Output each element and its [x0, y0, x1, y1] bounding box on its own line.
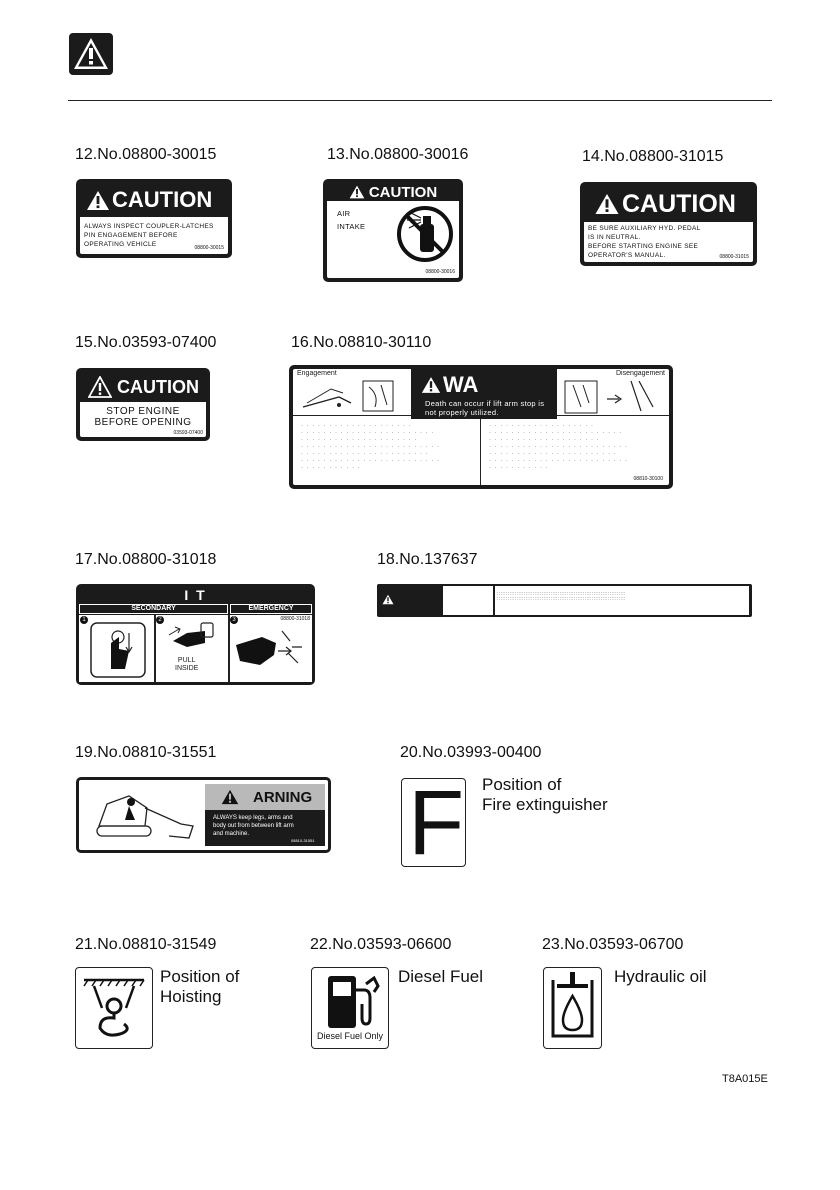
part-code: 08800-31018	[280, 616, 310, 622]
sign-caption: Diesel Fuel	[398, 967, 484, 986]
text-block-left: · · · · · · · · · · · · · · · · · · · · · · · · · · · · · · · · · · · · · · · · · · · · · · · · · · · · · · · · · · · · · · · · · · · · · · · · · · · · · · · · · · · · · · · · · · · · · · · · · · · · · · · · · · · · · · · · · · · · · · · · · · · · · · · · · · · · · · · · · · · · · · · · · · · · ·	[301, 423, 440, 471]
text-block-right: · · · · · · · · · · · · · · · · · · · · · · · · · · · · · · · · · · · · · · · · · · · · · · · · · · · · · · · · · · · · · · · · · · · · · · · · · · · · · · · · · · · · · · · · · · · · · · · · · · · · · · · · · · · · · · · · · · · · · · · · · · · · · · · · · · · · · · · · · · · · · · · · · · ·	[489, 423, 628, 471]
label-text: ALWAYS INSPECT COUPLER-LATCHES	[84, 223, 214, 230]
label-text: BE SURE AUXILIARY HYD. PEDAL	[588, 225, 701, 232]
label-text: BEFORE OPENING	[94, 417, 192, 428]
label-title: CAUTION	[112, 187, 213, 212]
warning-label-18	[377, 584, 752, 617]
exit-label-17	[76, 584, 315, 685]
step-number: 2	[156, 616, 164, 624]
caption-line: Position of	[160, 967, 240, 986]
label-text: PIN ENGAGEMENT BEFORE	[84, 232, 178, 239]
steps-panel	[79, 615, 312, 682]
label-title: CAUTION	[622, 189, 736, 218]
pull-text	[175, 657, 198, 673]
step-number: 3	[230, 616, 238, 624]
label-text: BEFORE STARTING ENGINE SEE	[588, 243, 699, 250]
disengagement-panel	[557, 369, 669, 415]
pull-text-line: PULL	[177, 657, 196, 664]
no-spray-icon	[395, 204, 455, 264]
label-title: CAUTION	[368, 183, 438, 201]
header-rule	[68, 100, 772, 101]
part-code: 08810-30100	[633, 476, 663, 482]
caption-line: Hoisting	[160, 987, 222, 1006]
pull-text-line: INSIDE	[175, 665, 199, 672]
lift-arm-engagement-illustration	[299, 377, 407, 415]
label-number: 12.No.08800-30015	[75, 146, 217, 163]
hoisting-hook-icon	[80, 972, 148, 1042]
label-text: STOP ENGINE	[106, 406, 180, 417]
caption-line: Fire extinguisher	[482, 795, 608, 814]
label-number: 16.No.08810-30110	[291, 334, 432, 351]
part-code: 08800-31015	[719, 254, 749, 260]
warning-label-19	[76, 777, 331, 853]
label-number: 22.No.03593-06600	[310, 936, 452, 953]
caution-label-12	[76, 179, 232, 258]
label-number: 19.No.08810-31551	[75, 744, 217, 761]
section-header: EMERGENCY	[230, 604, 312, 614]
label-text: OPERATING VEHICLE	[84, 241, 157, 248]
text-block: :::::::::::::::::::::::::::::::::::::::::::::::::::::::::::::::::::::::: ::::::::::::::::::::::::::::::::::::::::::::::::::::::::::::::::::::::::	[497, 592, 626, 602]
warning-triangle-icon	[221, 789, 239, 805]
caption-line: Position of	[482, 775, 562, 794]
diesel-fuel-sign	[311, 967, 389, 1049]
part-code: 08800-30015	[194, 245, 224, 251]
skid-steer-illustration	[85, 786, 201, 846]
label-text: AIR	[337, 209, 351, 218]
warning-triangle-icon	[421, 376, 441, 394]
break-window-icon	[232, 625, 308, 677]
fuel-pump-icon	[322, 974, 382, 1030]
label-title: WA	[443, 372, 479, 397]
panel-caption: Disengagement	[615, 370, 665, 377]
step-number: 1	[80, 616, 88, 624]
warning-triangle-icon	[594, 193, 620, 215]
sign-caption: Hydraulic oil	[614, 967, 707, 986]
label-text: body out from between lift arm	[213, 823, 294, 829]
hoisting-sign	[75, 967, 153, 1049]
hydraulic-oil-sign	[543, 967, 602, 1049]
letter-f: F	[408, 772, 465, 874]
warning-label-16	[289, 365, 673, 489]
caution-label-15	[76, 368, 210, 441]
label-title: ARNING	[253, 788, 313, 806]
label-number: 15.No.03593-07400	[75, 334, 217, 351]
part-code: 08800-30016	[425, 269, 455, 275]
sign-subtext: Diesel Fuel Only	[316, 1031, 384, 1041]
label-number: 17.No.08800-31018	[75, 551, 217, 568]
warning-banner	[205, 784, 325, 810]
label-title: CAUTION	[117, 376, 199, 397]
warning-banner	[411, 369, 557, 419]
sign-caption	[482, 775, 608, 815]
lift-arm-disengagement-illustration	[561, 377, 665, 415]
label-number: 21.No.08810-31549	[75, 936, 217, 953]
sign-caption	[160, 967, 239, 1007]
label-number: 20.No.03993-00400	[400, 744, 542, 761]
label-number: 18.No.137637	[377, 551, 478, 568]
press-button-icon	[89, 621, 147, 679]
warning-triangle-icon	[88, 376, 112, 398]
label-text: Death can occur if lift arm stop is	[425, 399, 545, 408]
label-number: 13.No.08800-30016	[327, 146, 469, 163]
oil-drop-icon	[549, 972, 596, 1044]
section-header: SECONDARY	[79, 604, 228, 614]
label-text: and machine.	[213, 831, 250, 837]
part-code: 03593-07400	[173, 430, 203, 436]
label-number: 14.No.08800-31015	[582, 148, 724, 165]
pull-handle-icon	[165, 621, 217, 651]
part-code: 08810-31551	[291, 838, 315, 843]
engagement-panel	[293, 369, 411, 415]
label-text: OPERATOR'S MANUAL.	[588, 252, 666, 259]
label-text: INTAKE	[337, 222, 366, 231]
warning-triangle-icon	[68, 32, 114, 76]
warning-triangle-icon	[382, 594, 394, 605]
fire-extinguisher-sign	[401, 772, 466, 874]
caution-label-14	[580, 182, 757, 266]
label-text: IS IN NEUTRAL.	[588, 234, 641, 241]
warning-triangle-icon	[86, 190, 110, 211]
warning-triangle-icon	[349, 185, 365, 199]
label-text: not properly utilized.	[425, 407, 499, 417]
caution-label-13	[323, 179, 463, 282]
panel-caption: Engagement	[297, 370, 337, 377]
figure-id: T8A015E	[722, 1073, 768, 1085]
label-number: 23.No.03593-06700	[542, 936, 684, 953]
label-title: I T	[184, 587, 207, 603]
label-text: ALWAYS keep legs, arms and	[213, 815, 293, 821]
